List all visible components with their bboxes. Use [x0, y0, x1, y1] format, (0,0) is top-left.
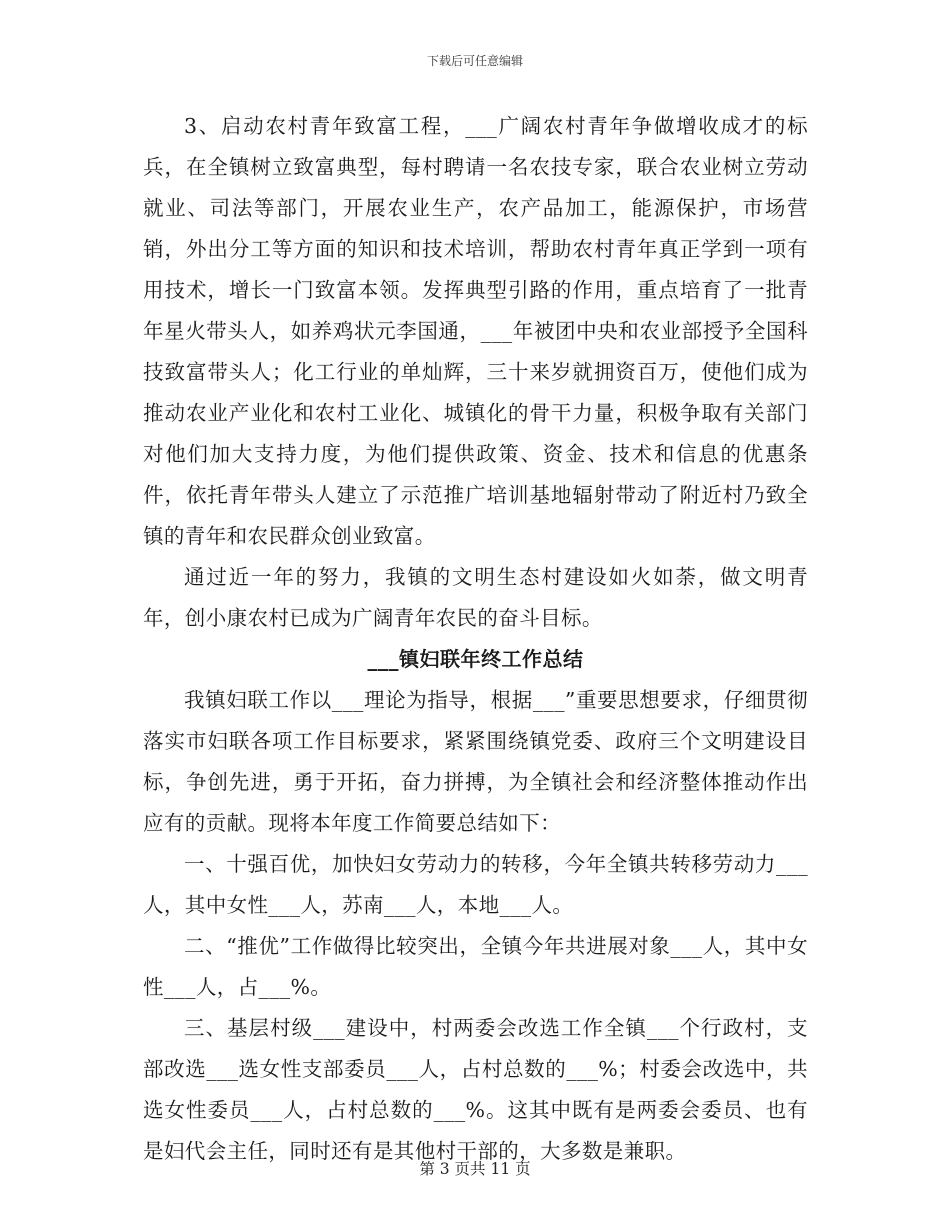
- document-body: [143, 106, 808, 1172]
- section-title: ___镇妇联年终工作总结: [367, 647, 584, 671]
- paragraph-civilization-summary: 通过近一年的努力，我镇的文明生态村建设如火如荼，做文明青年，创小康农村已成为广阔青年农民的奋斗目标。: [143, 565, 808, 630]
- paragraph-recommendation: 二、“推优”工作做得比较突出，全镇今年共进展对象___人，其中女性___人，占___%。: [143, 934, 808, 999]
- paragraph-intro: 我镇妇联工作以___理论为指导，根据___”重要思想要求，仔细贯彻落实市妇联各项工作目标要求，紧紧围绕镇党委、政府三个文明建设目标，争创先进，勇于开拓，奋力拼搏，为全镇社会和经济整体推动作出应有的贡献。现将本年度工作简要总结如下：: [143, 688, 808, 835]
- page-number: 第 3 页共 11 页: [419, 1160, 531, 1178]
- page-header-note: 下载后可任意编辑: [426, 54, 523, 68]
- paragraph-village-election: 三、基层村级___建设中，村两委会改选工作全镇___个行政村，支部改选___选女性支部委员___人，占村总数的___%；村委会改选中，共选女性委员___人，占村总数的___%。这其中既有是两委会委员、也有是妇代会主任，同时还有是其他村干部的，大多数是兼职。: [143, 1016, 808, 1163]
- paragraph-labor-transfer: 一、十强百优，加快妇女劳动力的转移，今年全镇共转移劳动力___人，其中女性___人，苏南___人，本地___人。: [143, 852, 808, 917]
- paragraph-youth-enrichment: 3、启动农村青年致富工程，___广阔农村青年争做增收成才的标兵，在全镇树立致富典型，每村聘请一名农技专家，联合农业树立劳动就业、司法等部门，开展农业生产，农产品加工，能源保护，市场营销，外出分工等方面的知识和技术培训，帮助农村青年真正学到一项有用技术，增长一门致富本领。发挥典型引路的作用，重点培育了一批青年星火带头人，如养鸡状元李国通，___年被团中央和农业部授予全国科技致富带头人；化工行业的单灿辉，三十来岁就拥资百万，使他们成为推动农业产业化和农村工业化、城镇化的骨干力量，积极争取有关部门对他们加大支持力度，为他们提供政策、资金、技术和信息的优惠条件，依托青年带头人建立了示范推广培训基地辐射带动了附近村乃致全镇的青年和农民群众创业致富。: [143, 114, 808, 548]
